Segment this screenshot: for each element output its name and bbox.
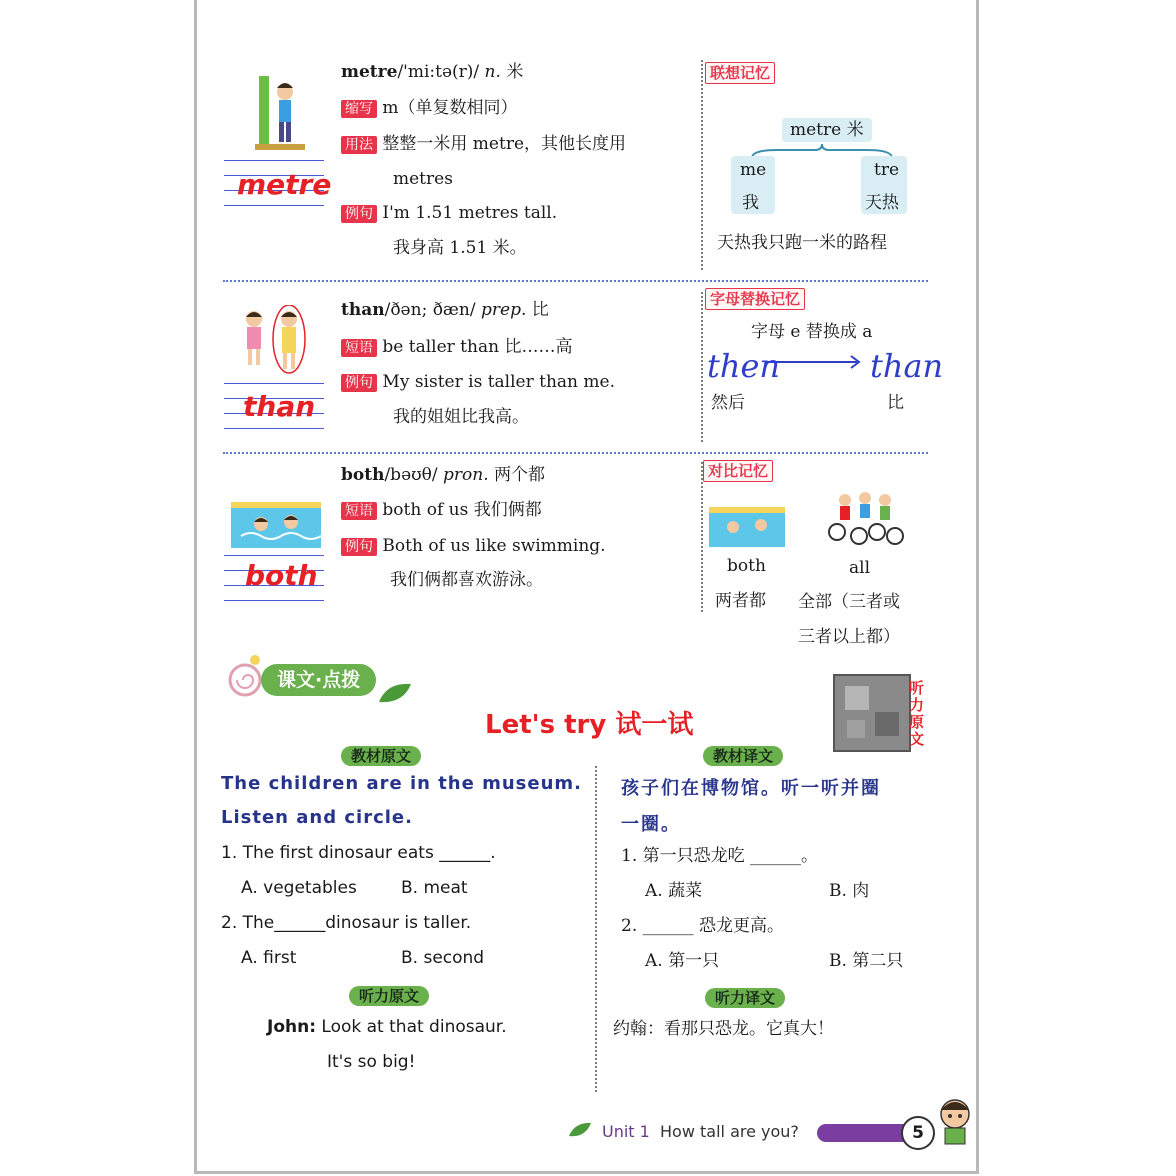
row	[341, 536, 606, 556]
row-text: 我们俩都喜欢游泳。	[390, 570, 543, 590]
row-text: My sister is taller than me.	[382, 372, 615, 392]
listening-translation-tag: 听力译文	[705, 988, 785, 1008]
section-title-cn: 试一试	[615, 710, 694, 740]
row-text: be taller than 比……高	[382, 337, 573, 357]
phonetic: /'mi:tə(r)/	[397, 62, 480, 82]
row	[341, 98, 518, 118]
column-divider	[595, 766, 597, 1092]
entry-word: metre	[341, 62, 398, 82]
row-tag: 缩写	[341, 100, 377, 118]
cycling-kids-icon	[825, 488, 905, 548]
page-number: 5	[901, 1116, 935, 1150]
part-of-speech: n.	[484, 62, 501, 82]
swimming-kids-illustration	[231, 500, 321, 550]
to-cn: 比	[887, 393, 904, 413]
snail-icon	[223, 654, 263, 698]
memory-right-cn-1: 全部（三者或	[798, 592, 900, 612]
meaning: 比	[531, 300, 549, 320]
translation-line-1: 孩子们在博物馆。听一听并圈	[621, 778, 881, 799]
entry-line	[341, 62, 523, 82]
translation-q2-option-b: B. 第二只	[829, 951, 904, 971]
listening-script-tag: 听力原文	[349, 986, 429, 1006]
row-text: m（单复数相同）	[382, 98, 518, 118]
row-text: 我的姐姐比我高。	[393, 407, 529, 427]
part-of-speech: pron.	[443, 465, 489, 485]
memory-left-en: both	[727, 556, 766, 576]
row-text: 整整一米用 metre，其他长度用	[382, 134, 627, 154]
row-text: 我身高 1.51 米。	[393, 238, 527, 258]
row-text: Both of us like swimming.	[382, 536, 606, 556]
panel-divider	[701, 60, 703, 270]
swimming-pair-icon	[709, 505, 785, 549]
panel-divider	[701, 292, 703, 442]
two-girls-illustration	[239, 305, 309, 377]
translation-q1-option-b: B. 肉	[829, 881, 870, 901]
headword-both: both	[245, 559, 318, 592]
question-2: 2. The______dinosaur is taller.	[221, 913, 472, 933]
row-tag: 短语	[341, 339, 377, 357]
memory-right-en: tre	[874, 160, 900, 180]
memory-bottom: 天热我只跑一米的路程	[717, 233, 887, 253]
divider	[223, 280, 928, 282]
memory-left-cn: 两者都	[715, 591, 766, 611]
row	[341, 500, 542, 520]
footer-unit: Unit 1	[602, 1122, 650, 1141]
row-text: both of us 我们俩都	[382, 500, 542, 520]
textbook-page	[194, 0, 979, 1174]
entry-line	[341, 300, 549, 320]
question-1: 1. The first dinosaur eats ______.	[221, 843, 496, 863]
row-tag: 例句	[341, 538, 377, 556]
from-cn: 然后	[711, 393, 745, 413]
question-1-option-a[interactable]: A. vegetables	[241, 878, 357, 898]
row-text: metres	[393, 169, 453, 189]
translation-line-2: 一圈。	[621, 814, 681, 835]
memory-right-cn: 天热	[865, 193, 899, 213]
row	[341, 372, 615, 392]
entry-line	[341, 465, 545, 485]
translation-question-1: 1. 第一只恐龙吃 ______。	[621, 846, 819, 866]
headword-metre: metre	[237, 168, 332, 201]
question-1-option-b[interactable]: B. meat	[401, 878, 468, 898]
dialog-line-2: It's so big!	[327, 1052, 416, 1072]
divider	[223, 452, 928, 454]
row-tag: 例句	[341, 205, 377, 223]
row	[341, 203, 557, 223]
row-tag: 例句	[341, 374, 377, 392]
meaning: 米	[506, 62, 524, 82]
headword-than: than	[243, 390, 316, 423]
instruction-line-1: The children are in the museum.	[221, 773, 582, 794]
arrow-right-icon	[765, 352, 865, 372]
footer-text	[602, 1122, 799, 1141]
boy-measuring-illustration	[247, 74, 307, 154]
memory-right-cn-2: 三者以上都）	[798, 627, 900, 647]
translation-q2-option-a: A. 第一只	[645, 951, 720, 971]
memory-label: 字母替换记忆	[705, 288, 805, 310]
translation-question-2: 2. ______ 恐龙更高。	[621, 916, 785, 936]
translation-dialog: 约翰：看那只恐龙。它真大！	[613, 1019, 834, 1039]
dialog-text: Look at that dinosaur.	[321, 1017, 507, 1037]
row	[341, 134, 626, 154]
qr-code-image[interactable]	[833, 674, 911, 752]
dialog-speaker: John:	[267, 1017, 317, 1037]
section-badge: 课文·点拨	[261, 664, 376, 696]
meaning: 两个都	[494, 465, 546, 485]
leaf-icon	[567, 1120, 593, 1140]
question-2-option-a[interactable]: A. first	[241, 948, 297, 968]
memory-label: 对比记忆	[703, 460, 773, 482]
entry-word: than	[341, 300, 385, 320]
row-tag: 用法	[341, 136, 377, 154]
leaf-icon	[377, 680, 413, 706]
mascot-icon	[933, 1094, 977, 1148]
left-column-tag: 教材原文	[341, 746, 421, 766]
section-title	[485, 704, 693, 741]
memory-left-cn: 我	[742, 193, 759, 213]
phonetic: /ðən; ðæn/	[384, 300, 476, 320]
panel-divider	[701, 462, 703, 612]
entry-word: both	[341, 465, 385, 485]
memory-top: metre 米	[782, 118, 872, 142]
part-of-speech: prep.	[481, 300, 527, 320]
row	[341, 337, 572, 357]
question-2-option-b[interactable]: B. second	[401, 948, 485, 968]
memory-left-en: me	[740, 160, 767, 180]
translation-q1-option-a: A. 蔬菜	[645, 881, 703, 901]
right-column-tag: 教材译文	[703, 746, 783, 766]
instruction-line-2: Listen and circle.	[221, 807, 413, 828]
memory-right-en: all	[849, 558, 871, 578]
row-tag: 短语	[341, 502, 377, 520]
row-text: I'm 1.51 metres tall.	[382, 203, 558, 223]
memory-top: 字母 e 替换成 a	[751, 322, 873, 342]
qr-side-label: 听力原文	[909, 679, 925, 748]
dialog-line-1	[267, 1017, 507, 1037]
footer-title: How tall are you?	[660, 1122, 799, 1141]
section-title-en: Let's try	[485, 710, 607, 740]
from-word: then	[707, 347, 781, 385]
memory-label: 联想记忆	[705, 62, 775, 84]
to-word: than	[870, 347, 944, 385]
phonetic: /bəʊθ/	[384, 465, 438, 485]
